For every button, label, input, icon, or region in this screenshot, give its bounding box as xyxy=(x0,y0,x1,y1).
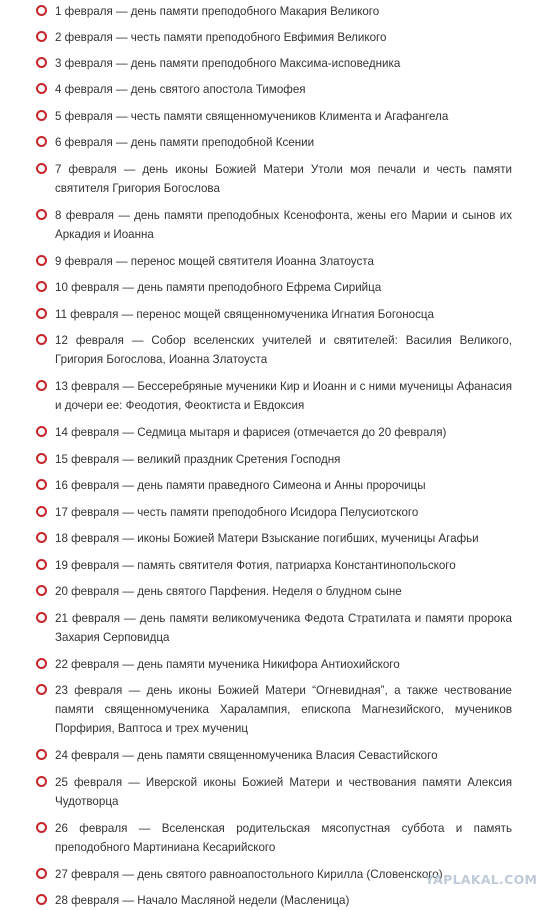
item-text: 3 февраля — день памяти преподобного Максима-исповедника xyxy=(55,57,401,70)
item-text: 22 февраля — день памяти мученика Никифора Антиохийского xyxy=(55,658,400,671)
item-text: 24 февраля — день памяти священномученика Власия Севастийского xyxy=(55,749,438,762)
list-item xyxy=(0,609,545,647)
ring-bullet-icon xyxy=(36,684,47,695)
ring-bullet-icon xyxy=(36,822,47,833)
ring-bullet-icon xyxy=(36,868,47,879)
list-item xyxy=(0,305,545,324)
item-text: 13 февраля — Бессеребряные мученики Кир и Иоанн и с ними мученицы Афанасия и дочери ее: Феодотия, Феоктиста и Евдоксия xyxy=(55,380,512,412)
ring-bullet-icon xyxy=(36,209,47,220)
list-item xyxy=(0,133,545,152)
ring-bullet-icon xyxy=(36,110,47,121)
ring-bullet-icon xyxy=(36,506,47,517)
item-text: 9 февраля — перенос мощей святителя Иоанна Златоуста xyxy=(55,255,374,268)
list-item xyxy=(0,423,545,442)
item-text: 7 февраля — день иконы Божией Матери Утоли моя печали и честь памяти святителя Григория Богослова xyxy=(55,163,512,195)
list-item xyxy=(0,655,545,674)
ring-bullet-icon xyxy=(36,255,47,266)
item-text: 10 февраля — день памяти преподобного Ефрема Сирийца xyxy=(55,281,382,294)
list-item xyxy=(0,681,545,738)
watermark: YAPLAKAL.COM xyxy=(425,872,538,887)
list-item xyxy=(0,54,545,73)
list-item xyxy=(0,476,545,495)
item-text: 5 февраля — честь памяти священномучеников Климента и Агафангела xyxy=(55,110,449,123)
list-item xyxy=(0,278,545,297)
list-item xyxy=(0,891,545,910)
list-item xyxy=(0,206,545,244)
ring-bullet-icon xyxy=(36,585,47,596)
ring-bullet-icon xyxy=(36,749,47,760)
item-text: 25 февраля — Иверской иконы Божией Матери и чествования памяти Алексия Чудотворца xyxy=(55,776,512,808)
item-text: 20 февраля — день святого Парфения. Неделя о блудном сыне xyxy=(55,585,402,598)
ring-bullet-icon xyxy=(36,380,47,391)
item-text: 8 февраля — день памяти преподобных Ксенофонта, жены его Марии и сынов их Аркадия и Иоанна xyxy=(55,209,512,241)
item-text: 19 февраля — память святителя Фотия, патриарха Константинопольского xyxy=(55,559,456,572)
item-text: 28 февраля — Начало Масляной недели (Масленица) xyxy=(55,894,350,907)
ring-bullet-icon xyxy=(36,163,47,174)
item-text: 4 февраля — день святого апостола Тимофея xyxy=(55,83,306,96)
ring-bullet-icon xyxy=(36,453,47,464)
ring-bullet-icon xyxy=(36,136,47,147)
list-item xyxy=(0,746,545,765)
item-text: 2 февраля — честь памяти преподобного Евфимия Великого xyxy=(55,31,387,44)
list-item xyxy=(0,107,545,126)
list-item xyxy=(0,331,545,369)
list-item xyxy=(0,450,545,469)
ring-bullet-icon xyxy=(36,57,47,68)
list-item xyxy=(0,160,545,198)
item-text: 11 февраля — перенос мощей священномученика Игнатия Богоносца xyxy=(55,308,434,321)
ring-bullet-icon xyxy=(36,612,47,623)
item-text: 23 февраля — день иконы Божией Матери “Огневидная”, а также чествование памяти священномученика Харалампия, епископа Магнезийского, мучеников Порфирия, Ваптоса и трех мучениц xyxy=(55,684,512,735)
list-item xyxy=(0,28,545,47)
item-text: 21 февраля — день памяти великомученика Федота Стратилата и памяти пророка Захария Серповидца xyxy=(55,612,512,644)
item-text: 17 февраля — честь памяти преподобного Исидора Пелусиотского xyxy=(55,506,419,519)
ring-bullet-icon xyxy=(36,559,47,570)
ring-bullet-icon xyxy=(36,308,47,319)
ring-bullet-icon xyxy=(36,776,47,787)
ring-bullet-icon xyxy=(36,894,47,905)
list-item xyxy=(0,503,545,522)
item-text: 6 февраля — день памяти преподобной Ксении xyxy=(55,136,315,149)
list-item xyxy=(0,377,545,415)
ring-bullet-icon xyxy=(36,281,47,292)
ring-bullet-icon xyxy=(36,31,47,42)
ring-bullet-icon xyxy=(36,334,47,345)
list-item xyxy=(0,819,545,857)
ring-bullet-icon xyxy=(36,532,47,543)
ring-bullet-icon xyxy=(36,83,47,94)
list-item xyxy=(0,773,545,811)
item-text: 14 февраля — Седмица мытаря и фарисея (отмечается до 20 февраля) xyxy=(55,426,447,439)
item-text: 18 февраля — иконы Божией Матери Взыскание погибших, мученицы Агафьи xyxy=(55,532,479,545)
item-text: 16 февраля — день памяти праведного Симеона и Анны пророчицы xyxy=(55,479,426,492)
ring-bullet-icon xyxy=(36,658,47,669)
list-item xyxy=(0,80,545,99)
list-item xyxy=(0,582,545,601)
item-text: 12 февраля — Собор вселенских учителей и святителей: Василия Великого, Григория Богослова, Иоанна Златоуста xyxy=(55,334,512,366)
list-item xyxy=(0,556,545,575)
ring-bullet-icon xyxy=(36,479,47,490)
list-item xyxy=(0,2,545,21)
list-item xyxy=(0,529,545,548)
item-text: 1 февраля — день памяти преподобного Макария Великого xyxy=(55,5,380,18)
item-text: 26 февраля — Вселенская родительская мясопустная суббота и память преподобного Мартиниана Кесарийского xyxy=(55,822,512,854)
item-text: 15 февраля — великий праздник Сретения Господня xyxy=(55,453,341,466)
item-text: 27 февраля — день святого равноапостольного Кирилла (Словенского) xyxy=(55,868,443,881)
ring-bullet-icon xyxy=(36,5,47,16)
list-item xyxy=(0,252,545,271)
ring-bullet-icon xyxy=(36,426,47,437)
